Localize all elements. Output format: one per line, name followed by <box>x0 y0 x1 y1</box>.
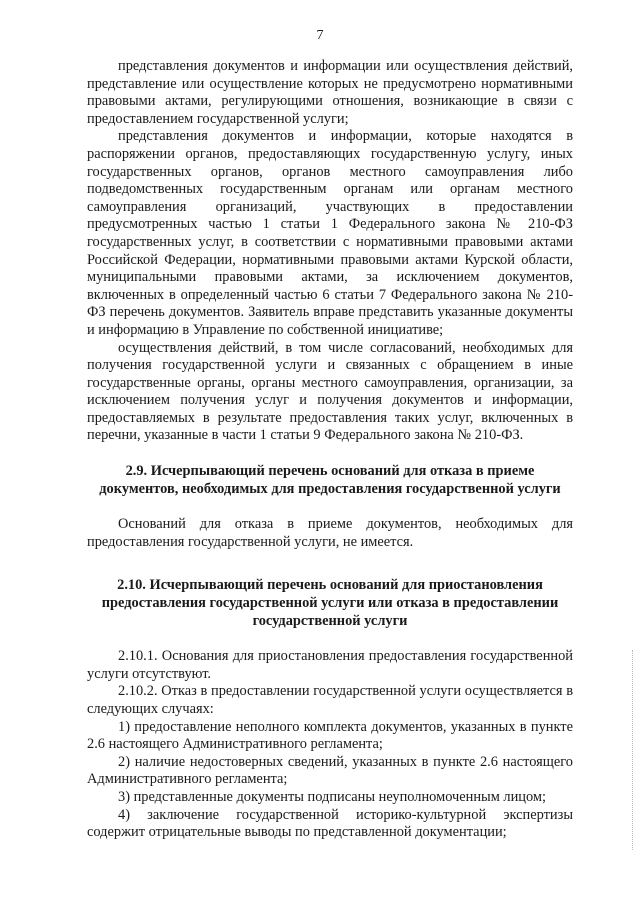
document-body <box>87 58 573 842</box>
paragraph: Оснований для отказа в приеме документов, необходимых для предоставления государственной услуги, не имеется. <box>87 516 573 550</box>
page-number: 7 <box>316 28 324 43</box>
list-item: 3) представленные документы подписаны неуполномоченным лицом; <box>118 788 547 805</box>
paragraph: представления документов и информации или осуществления действий, представление или осуществление которых не предусмотрено нормативными правовыми актами, регулирующими отношения, возникающие в связи с предоставлением государственной услуги; <box>87 58 573 127</box>
scan-edge-mark <box>632 650 634 850</box>
paragraph: 2.10.1. Основания для приостановления предоставления государственной услуги отсутствуют. <box>87 648 573 682</box>
list-item: 1) предоставление неполного комплекта документов, указанных в пункте 2.6 настоящего Административного регламента; <box>87 718 573 753</box>
list-item: 2) наличие недостоверных сведений, указанных в пункте 2.6 настоящего Административного регламента; <box>87 753 573 788</box>
paragraph: осуществления действий, в том числе согласований, необходимых для получения государственной услуги и связанных с обращением в иные государственные органы, органы местного самоуправления, организации, за исключением получения услуг и получения документов и информации, предоставляемых в результате предоставления таких услуг, включенных в перечни, указанные в части 1 статьи 9 Федерального закона № 210-ФЗ. <box>87 339 573 444</box>
paragraph: 2.10.2. Отказ в предоставлении государственной услуги осуществляется в следующих случаях: <box>87 683 573 717</box>
section-heading-2-9: 2.9. Исчерпывающий перечень оснований для отказа в приеме документов, необходимых для предоставления государственной услуги <box>99 463 561 497</box>
paragraph: представления документов и информации, которые находятся в распоряжении органов, предоставляющих государственную услугу, иных государственных органов, органов местного самоуправления либо подведомственных государственным органам или органам местного самоуправления организаций, участвующих в предоставлении предусмотренных частью 1 статьи 1 Федерального закона № 210-ФЗ государственных услуг, в соответствии с нормативными правовыми актами Российской Федерации, нормативными правовыми актами Курской области, муниципальными правовыми актами, за исключением документов, включенных в определенный частью 6 статьи 7 Федерального закона № 210-ФЗ перечень документов. Заявитель вправе представить указанные документы и информацию в Управление по собственной инициативе; <box>87 128 573 338</box>
list-item: 4) заключение государственной историко-культурной экспертизы содержит отрицательные выводы по представленной документации; <box>87 806 573 841</box>
section-heading-2-10: 2.10. Исчерпывающий перечень оснований для приостановления предоставления государственной услуги или отказа в предоставлении государственной услуги <box>101 577 559 629</box>
